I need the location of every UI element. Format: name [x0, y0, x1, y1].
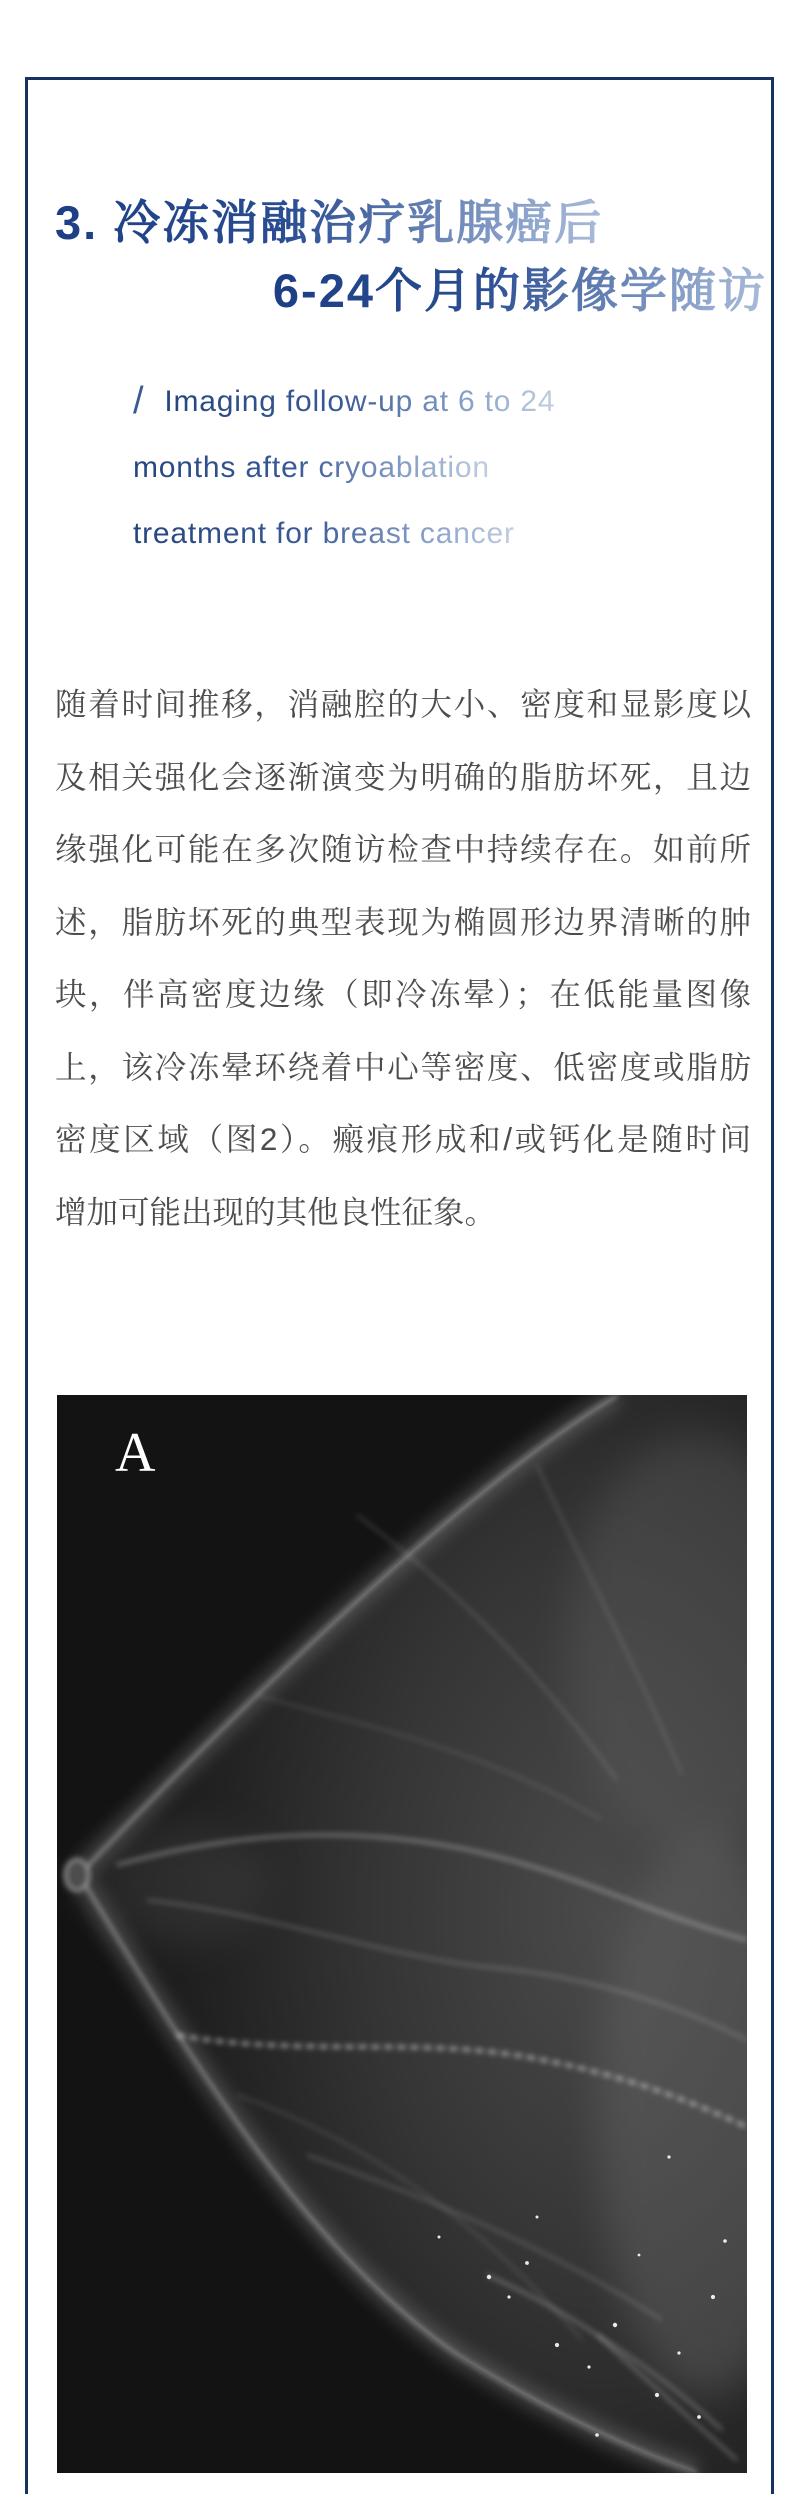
paragraph-line: 述，脂肪坏死的典型表现为椭圆形边界清晰的肿: [55, 903, 751, 940]
article-title-line-1: [55, 192, 767, 254]
subtitle-line-2: months after cryoablation: [133, 435, 490, 501]
subtitle-row-2: [133, 435, 733, 501]
subtitle-line-3: treatment for breast cancer: [133, 501, 515, 567]
subtitle-row-3: [133, 501, 733, 567]
figure-label: A: [115, 1422, 156, 1484]
mammogram-image: [57, 1395, 747, 2473]
body-paragraph: [55, 668, 751, 1248]
subtitle-row-1: [133, 366, 733, 435]
article-title-line-2: [55, 260, 771, 322]
paragraph-line: 随着时间推移，消融腔的大小、密度和显影度以: [55, 686, 751, 722]
paragraph-line: 增加可能出现的其他良性征象。: [55, 1193, 497, 1230]
title-text-1: 3. 冷冻消融治疗乳腺癌后: [55, 192, 603, 254]
slash-decoration: /: [133, 380, 145, 422]
article-subtitle-en: [133, 366, 733, 567]
paragraph-line: 缘强化可能在多次随访检查中持续存在。如前所: [55, 831, 751, 867]
figure-a-mammogram: [57, 1395, 747, 2473]
subtitle-line-1: Imaging follow-up at 6 to 24: [164, 369, 555, 435]
paragraph-line: 密度区域（图2）。瘢痕形成和/或钙化是随时间: [55, 1121, 751, 1157]
title-text-2: 6-24个月的影像学随访: [273, 260, 767, 322]
paragraph-line: 上，该冷冻晕环绕着中心等密度、低密度或脂肪: [55, 1048, 751, 1085]
paragraph-line: 及相关强化会逐渐演变为明确的脂肪坏死，且边: [55, 758, 751, 795]
paragraph-line: 块，伴高密度边缘（即冷冻晕）；在低能量图像: [55, 976, 751, 1012]
